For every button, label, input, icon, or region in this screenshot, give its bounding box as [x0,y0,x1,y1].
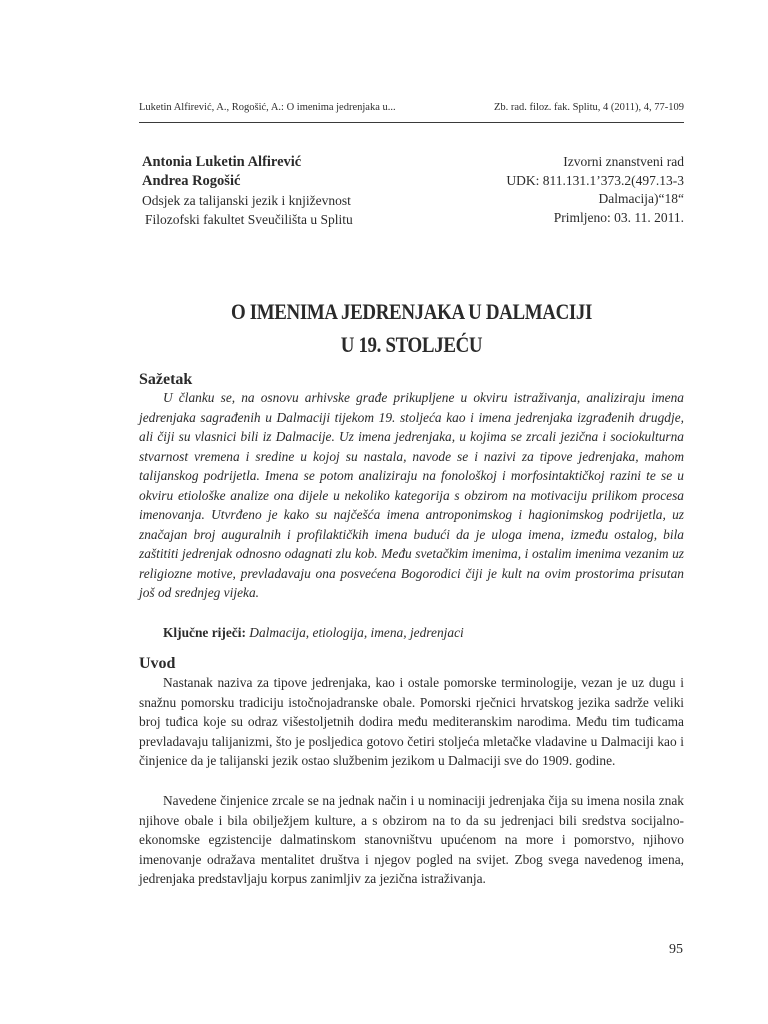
intro-paragraph-1: Nastanak naziva za tipove jedrenjaka, kao i ostale pomorske terminologije, vezan je uz dugu i snažnu pomorsku tradiciju istočnojadranske obale. Pomorski rječnici hrvatskog jezika sadrže veliki broj tuđica koje su odraz višestoljetnih dodira među mediteranskim narodima. Među tim tuđicama prevladavaju talijanizmi, što je posljedica gotovo četiri stoljeća mletačke vladavine u Dalmaciji kao i činjenice da je talijanski jezik ostao službenim jezikom u Dalmaciji sve do 1909. godine. [139,675,684,768]
title-line-1: O IMENIMA JEDRENJAKA U DALMACIJI [230,299,593,324]
abstract-heading: Sažetak [139,371,193,388]
intro-paragraph-2: Navedene činjenice zrcale se na jednak način i u nominaciji jedrenjaka čija su imena nosila znak njihove obale i bila obilježjem kulture, a s obzirom na to da su jedrenjaci bili sredstva socijalno-ekonomske egzistencije dalmatinskom stanovništvu upućenom na more i pomorstvo, njihovo imenovanje odražava mentalitet društva i njegov pogled na svijet. Zbog svega navedenog imena, jedrenjaka predstavljaju korpus zanimljiv za jezična istraživanja. [139,793,684,886]
author-department: Odsjek za talijanski jezik i književnost [142,193,351,208]
author-name-1: Antonia Luketin Alfirević [142,154,302,170]
udk-line-1: UDK: 811.131.1’373.2(497.13-3 [506,172,684,188]
article-type: Izvorni znanstveni rad [563,154,684,169]
keywords [163,623,683,643]
running-header-journal: Zb. rad. filoz. fak. Splitu, 4 (2011), 4, 77-109 [493,102,684,113]
running-header [139,101,684,115]
keywords-value: Dalmacija, etiologija, imena, jedrenjaci [249,625,464,640]
intro-heading: Uvod [139,655,176,672]
running-header-authors: Luketin Alfirević, A., Rogošić, A.: O imenima jedrenjaka u... [139,102,396,113]
header-rule [139,122,684,123]
page-number: 95 [669,942,683,957]
abstract-text: U članku se, na osnovu arhivske građe prikupljene u okviru istraživanja, analiziraju imena jedrenjaka sagrađenih u Dalmaciji tijekom 19. stoljeća kao i imena jedrenjaka izgrađenih drugdje, ali čiji su vlasnici bili iz Dalmacije. Uz imena jedrenjaka, u kojima se zrcali jezična i sociokulturna stvarnost vremena i sredine u kojoj su nastala, navode se i nazivi za tipove jedrenjaka, mahom talijanskog podrijetla. Imena se potom analiziraju na fonološkoj i morfosintaktičkoj razini te se u okviru etiološke analize ona dijele u nekoliko kategorija s obzirom na motivaciju prilikom procesa imenovanja. Utvrđeno je kako su najčešća imena antroponimskog i hagionimskog podrijetla, uz značajan broj auguralnih i profilaktičkih imena budući da je uloga imena, između ostalog, bila zaštititi jedrenjak odnosno odagnati zlu kob. Među svetačkim imenima, i ostalim imenima vezanim uz religiozne motive, prevladavaju ona posvećena Bogorodici čiji je kult na ovim prostorima prisutan još od srednjeg vijeka. [139,390,684,600]
article-meta [394,153,684,227]
keywords-label: Ključne riječi: [163,625,246,640]
author-name-2: Andrea Rogošić [142,173,241,189]
author-faculty: Filozofski fakultet Sveučilišta u Splitu [145,212,353,227]
received-date: Primljeno: 03. 11. 2011. [553,209,684,225]
article-title [177,295,646,361]
title-line-2: U 19. STOLJEĆU [340,332,483,357]
udk-line-2: Dalmacija)“18“ [598,191,684,206]
